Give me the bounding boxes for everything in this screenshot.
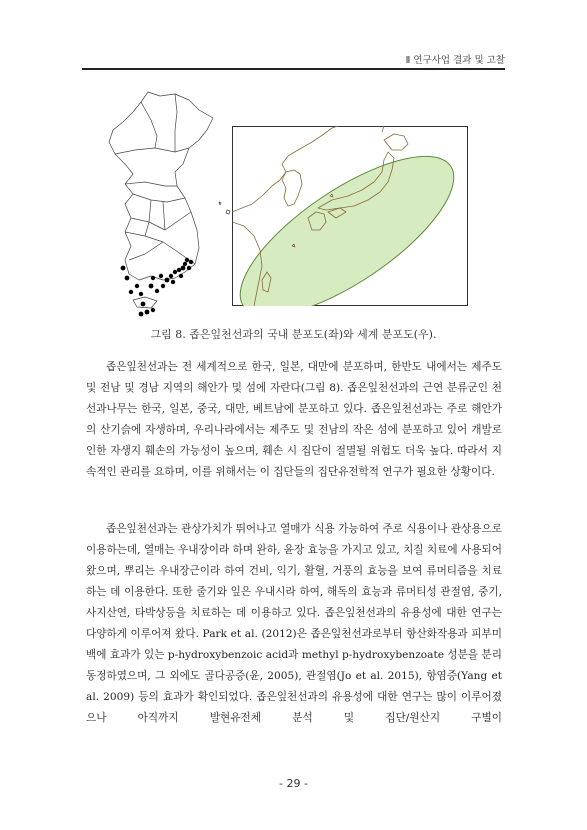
header-rule [82, 68, 505, 70]
distribution-range [232, 128, 468, 306]
body-paragraph-1: 좁은잎천선과는 전 세계적으로 한국, 일본, 대만에 분포하며, 한반도 내에서는 제주도 및 전남 및 경남 지역의 해안가 및 섬에 자란다(그림 8). 좁은잎천선과의 근연 분류군인 천선과나무는 한국, 일본, 중국, 대만, 베트남에 분포하고 있다. 좁은잎천선과는 주로 해안가의 산기슭에 자생하며, 우리나라에서는 제주도 및 전남의 작은 섬에 분포하고 있어 개발로 인한 자생지 훼손의 가능성이 높으며, 훼손 시 집단이 절멸될 위험도 더욱 높다. 따라서 지속적인 관리를 요하며, 이를 위해서는 이 집단들의 집단유전학적 연구가 필요한 상황이다. [86, 361, 502, 478]
korea-distribution-map [105, 90, 235, 318]
page-number: - 29 - [279, 777, 308, 790]
body-paragraph-2: 좁은잎천선과는 관상가치가 뛰어나고 열매가 식용 가능하여 주로 식용이나 관상용으로 이용하는데, 열매는 우내장이라 하며 완하, 윤장 효능을 가지고 있고, 치질 치료에 사용되어 왔으며, 뿌리는 우내장근이라 하여 건비, 익기, 활혈, 거풍의 효능을 보여 류머티즘을 치료하는 데 이용한다. 또한 줄기와 잎은 우내시라 하여, 해독의 효능과 류머티성 관절염, 중기, 사지산연, 타박상등을 치료하는 데 이용하고 있다. 좁은잎천선과의 유용성에 대한 연구는 다양하게 이루어져 왔다. Park et al. (2012)은 좁은잎천선과로부터 항산화작용과 피부미백에 효과가 있는 p-hydroxybenzoic acid과 methyl p-hydroxybenzoate 성분을 분리 동정하였으며, 그 외에도 골다공증(윤, 2005), 관절염(Jo et al. 2015), 항염증(Yang et al. 2009) 등의 효과가 확인되었다. 좁은잎천선과의 유용성에 대한 연구는 많이 이루어졌으나 아직까지 발현유전체 분석 및 집단/원산지 구별이 [86, 523, 502, 724]
running-header: Ⅱ 연구사업 결과 및 고찰 [405, 55, 505, 66]
korea-outline [109, 92, 213, 280]
world-distribution-map [232, 126, 468, 306]
distribution-points [121, 258, 194, 317]
figure-caption: 그림 8. 좁은잎천선과의 국내 분포도(좌)와 세계 분포도(우). [150, 328, 437, 341]
